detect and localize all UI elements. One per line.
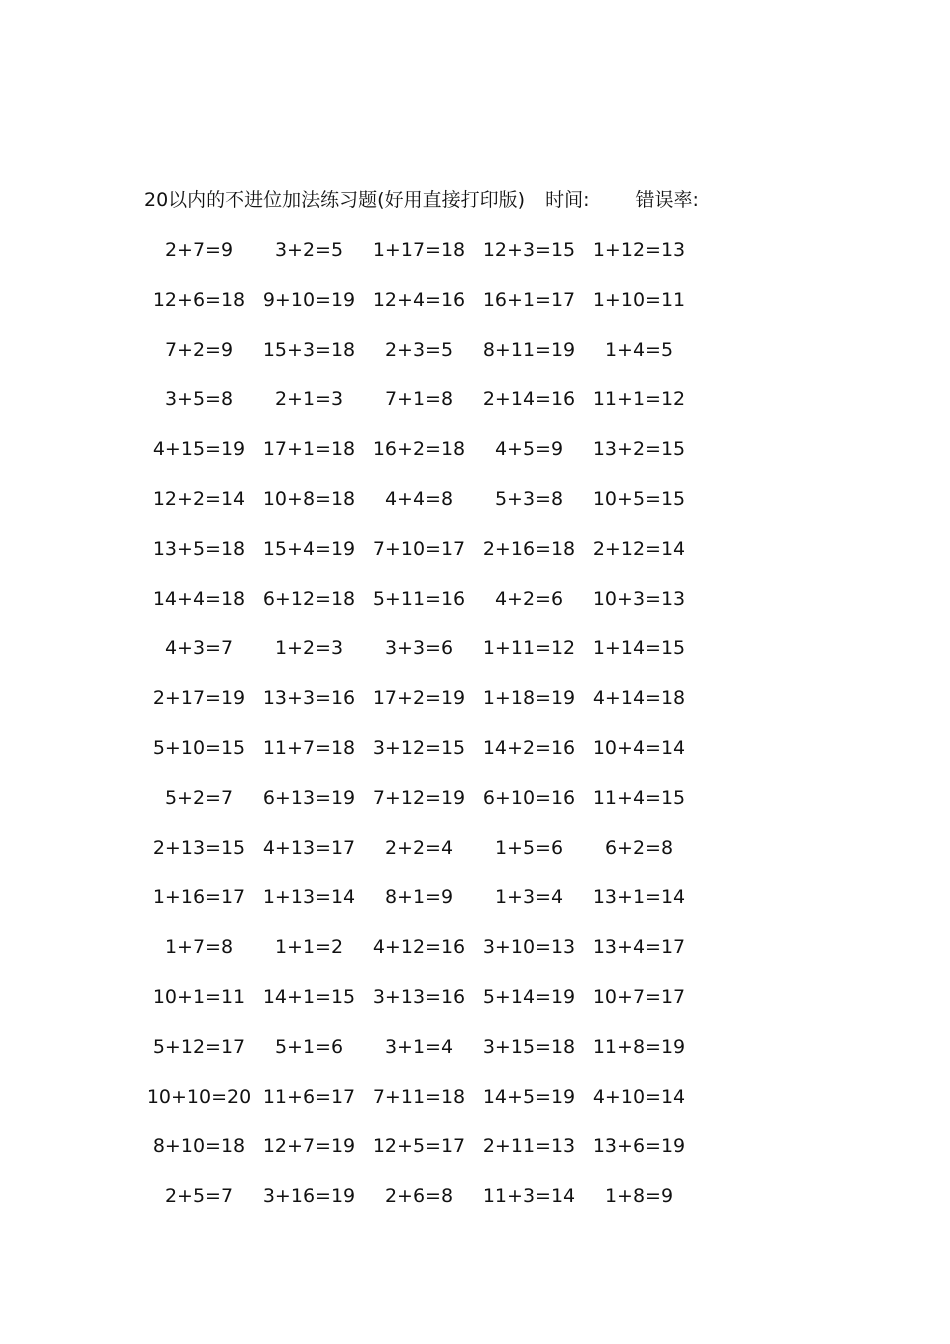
problem-item: 10+4=14 (592, 736, 686, 759)
problem-item: 6+10=16 (482, 786, 576, 809)
problem-item: 7+10=17 (372, 537, 466, 560)
problem-item: 13+3=16 (262, 687, 356, 710)
problem-item: 5+1=6 (274, 1035, 344, 1058)
problem-item: 1+13=14 (262, 886, 356, 909)
problem-row (144, 933, 744, 983)
problem-item: 13+5=18 (152, 537, 246, 560)
problem-item: 3+10=13 (482, 936, 576, 959)
problem-item: 2+7=9 (164, 239, 234, 261)
problem-item: 1+18=19 (482, 687, 576, 710)
problem-item: 3+1=4 (384, 1035, 454, 1058)
problem-item: 12+5=17 (372, 1135, 466, 1158)
problem-item: 10+1=11 (152, 985, 246, 1008)
problem-item: 10+7=17 (592, 985, 686, 1008)
problem-item: 8+11=19 (482, 338, 576, 361)
problem-item: 2+2=4 (384, 836, 454, 859)
problem-row (144, 435, 744, 485)
problem-item: 1+1=2 (274, 936, 344, 959)
problem-item: 7+2=9 (164, 338, 234, 361)
problem-item: 16+2=18 (372, 438, 466, 461)
problem-item: 4+5=9 (494, 438, 564, 461)
problem-row (144, 834, 744, 884)
problem-item: 12+2=14 (152, 487, 246, 510)
problem-item: 11+4=15 (592, 786, 686, 809)
problem-item: 4+14=18 (592, 687, 686, 710)
problem-item: 10+10=20 (146, 1085, 252, 1108)
problem-item: 1+7=8 (164, 936, 234, 959)
problem-item: 1+17=18 (372, 239, 466, 261)
problem-row (144, 983, 744, 1033)
problem-item: 10+3=13 (592, 587, 686, 610)
problem-item: 3+13=16 (372, 985, 466, 1008)
problem-item: 1+5=6 (494, 836, 564, 859)
problem-item: 2+5=7 (164, 1185, 234, 1208)
problem-item: 11+8=19 (592, 1035, 686, 1058)
problem-item: 13+2=15 (592, 438, 686, 461)
problem-item: 14+2=16 (482, 736, 576, 759)
problem-row (144, 585, 744, 635)
problem-item: 5+2=7 (164, 786, 234, 809)
problem-item: 13+4=17 (592, 936, 686, 959)
worksheet-header (144, 186, 699, 214)
problem-item: 1+8=9 (604, 1185, 674, 1208)
problem-item: 3+16=19 (262, 1185, 356, 1208)
problem-item: 1+10=11 (592, 288, 686, 311)
problem-item: 2+3=5 (384, 338, 454, 361)
problem-item: 4+4=8 (384, 487, 454, 510)
problem-item: 14+1=15 (262, 985, 356, 1008)
problem-item: 3+5=8 (164, 388, 234, 411)
problem-item: 3+3=6 (384, 637, 454, 660)
problem-item: 5+14=19 (482, 985, 576, 1008)
problem-item: 1+4=5 (604, 338, 674, 361)
problem-item: 3+2=5 (274, 239, 344, 261)
problem-row (144, 286, 744, 336)
problem-item: 2+11=13 (482, 1135, 576, 1158)
problem-grid (144, 236, 744, 1232)
problem-item: 4+12=16 (372, 936, 466, 959)
problem-item: 14+4=18 (152, 587, 246, 610)
problem-item: 2+12=14 (592, 537, 686, 560)
error-rate-label: 错误率: (635, 189, 699, 211)
problem-item: 17+2=19 (372, 687, 466, 710)
problem-row (144, 883, 744, 933)
problem-item: 8+10=18 (152, 1135, 246, 1158)
problem-row (144, 1033, 744, 1083)
problem-item: 6+13=19 (262, 786, 356, 809)
time-label: 时间: (545, 189, 590, 211)
problem-item: 7+12=19 (372, 786, 466, 809)
problem-item: 4+3=7 (164, 637, 234, 660)
problem-item: 7+1=8 (384, 388, 454, 411)
problem-item: 11+6=17 (262, 1085, 356, 1108)
problem-item: 15+4=19 (262, 537, 356, 560)
problem-item: 2+17=19 (152, 687, 246, 710)
problem-item: 4+2=6 (494, 587, 564, 610)
problem-item: 3+15=18 (482, 1035, 576, 1058)
problem-row (144, 336, 744, 386)
problem-item: 13+6=19 (592, 1135, 686, 1158)
problem-item: 1+16=17 (152, 886, 246, 909)
problem-item: 12+6=18 (152, 288, 246, 311)
problem-item: 7+11=18 (372, 1085, 466, 1108)
problem-item: 4+10=14 (592, 1085, 686, 1108)
problem-item: 1+3=4 (494, 886, 564, 909)
problem-item: 11+3=14 (482, 1185, 576, 1208)
problem-row (144, 1132, 744, 1182)
problem-item: 12+7=19 (262, 1135, 356, 1158)
problem-item: 8+1=9 (384, 886, 454, 909)
problem-item: 3+12=15 (372, 736, 466, 759)
problem-item: 2+6=8 (384, 1185, 454, 1208)
problem-item: 6+2=8 (604, 836, 674, 859)
problem-row (144, 1182, 744, 1232)
problem-row (144, 385, 744, 435)
problem-item: 14+5=19 (482, 1085, 576, 1108)
problem-row (144, 734, 744, 784)
problem-item: 1+12=13 (592, 239, 686, 261)
problem-item: 5+11=16 (372, 587, 466, 610)
problem-item: 10+8=18 (262, 487, 356, 510)
problem-item: 1+14=15 (592, 637, 686, 660)
problem-item: 10+5=15 (592, 487, 686, 510)
problem-item: 11+1=12 (592, 388, 686, 411)
problem-item: 5+12=17 (152, 1035, 246, 1058)
problem-item: 12+3=15 (482, 239, 576, 261)
problem-row (144, 535, 744, 585)
problem-item: 2+13=15 (152, 836, 246, 859)
problem-item: 5+10=15 (152, 736, 246, 759)
problem-row (144, 634, 744, 684)
problem-item: 12+4=16 (372, 288, 466, 311)
problem-row (144, 784, 744, 834)
problem-item: 15+3=18 (262, 338, 356, 361)
problem-item: 13+1=14 (592, 886, 686, 909)
problem-item: 4+15=19 (152, 438, 246, 461)
problem-item: 2+16=18 (482, 537, 576, 560)
problem-item: 6+12=18 (262, 587, 356, 610)
problem-item: 2+1=3 (274, 388, 344, 411)
problem-item: 1+2=3 (274, 637, 344, 660)
problem-item: 9+10=19 (262, 288, 356, 311)
problem-item: 17+1=18 (262, 438, 356, 461)
problem-item: 1+11=12 (482, 637, 576, 660)
problem-item: 16+1=17 (482, 288, 576, 311)
problem-row (144, 1083, 744, 1133)
problem-row (144, 236, 744, 286)
problem-row (144, 684, 744, 734)
problem-item: 4+13=17 (262, 836, 356, 859)
problem-row (144, 485, 744, 535)
worksheet-title: 20以内的不进位加法练习题(好用直接打印版) (144, 189, 526, 211)
problem-item: 2+14=16 (482, 388, 576, 411)
problem-item: 5+3=8 (494, 487, 564, 510)
problem-item: 11+7=18 (262, 736, 356, 759)
